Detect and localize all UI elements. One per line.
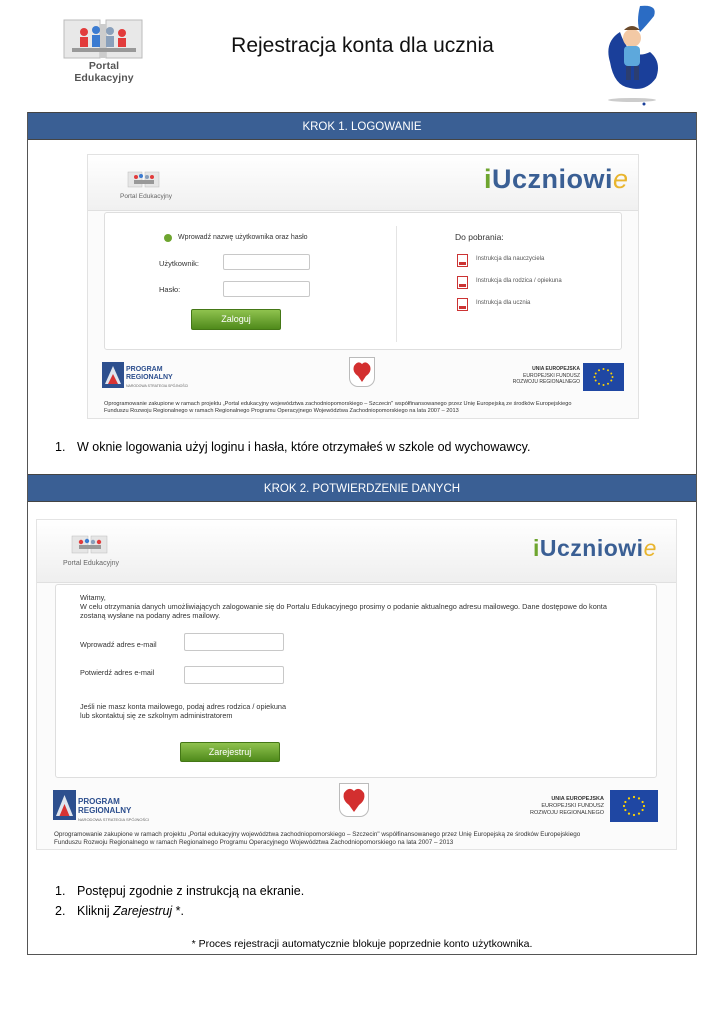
register-button[interactable]: Zarejestruj	[180, 742, 280, 762]
pdf-icon	[457, 276, 468, 289]
program-regional-icon	[53, 790, 76, 820]
email-input[interactable]	[184, 633, 284, 651]
download-link-teacher[interactable]: Instrukcja dla nauczyciela	[476, 256, 545, 262]
portal-logo-icon	[58, 18, 150, 62]
no-email-line2: lub skontaktuj się ze szkolnym administratorem	[80, 711, 233, 720]
brand-mid: Uczniowi	[539, 535, 644, 561]
page-title: Rejestracja konta dla ucznia	[231, 34, 494, 57]
brand-i: i	[484, 164, 493, 194]
eu-text	[522, 796, 604, 817]
login-button[interactable]: Zaloguj	[191, 309, 281, 330]
small-portal-logo-text: Portal Edukacyjny	[62, 560, 120, 567]
footer-line1: Oprogramowanie zakupione w ramach projektu „Portal edukacyjny województwa zachodniopomorskiego – Szczecin" współfinansowanego przez Unię Europejską ze środków Europejskiego	[104, 401, 572, 407]
intro-line1: W celu otrzymania danych umożliwiających zalogowanie się do Portalu Edukacyjnego prosimy o podanie aktualnego adresu mailowego. Dane dostępowe do konta	[80, 602, 607, 611]
pdf-icon	[457, 254, 468, 267]
info-dot-icon	[164, 234, 172, 242]
confirm-email-label: Potwierdź adres e-mail	[80, 668, 155, 677]
eu-text	[502, 366, 580, 386]
iuczniowie-brand	[484, 164, 629, 195]
password-label: Hasło:	[159, 285, 181, 294]
eu-line1: EUROPEJSKI FUNDUSZ	[523, 372, 580, 379]
panel-divider	[396, 226, 397, 342]
login-prompt: Wprowadź nazwę użytkownika oraz hasło	[178, 234, 308, 241]
brand-e: e	[613, 164, 629, 194]
download-link-student[interactable]: Instrukcja dla ucznia	[476, 300, 531, 306]
confirm-email-input[interactable]	[184, 666, 284, 684]
footer-line1: Oprogramowanie zakupione w ramach projektu „Portal edukacyjny województwa zachodniopomorskiego – Szczecin" współfinansowanego przez Unię Europejską ze środków Europejskiego	[54, 831, 581, 838]
step2-instruction-2	[77, 904, 184, 918]
screenshot2-footer	[54, 831, 662, 847]
username-input[interactable]	[223, 254, 310, 270]
username-label: Użytkownik:	[159, 259, 200, 268]
eu-line1: EUROPEJSKI FUNDUSZ	[541, 803, 604, 809]
brand-mid: Uczniowi	[492, 164, 614, 194]
download-link-parent[interactable]: Instrukcja dla rodzica / opiekuna	[476, 278, 562, 284]
step1-band: KROK 1. LOGOWANIE	[28, 112, 696, 140]
program-tag: NARODOWA STRATEGIA SPÓJNOŚCI	[126, 384, 189, 388]
intro-line2: zostaną wysłane na podany adres mailowy.	[80, 611, 221, 620]
program-sub: REGIONALNY	[126, 374, 173, 381]
step2-band: KROK 2. POTWIERDZENIE DANYCH	[28, 474, 696, 502]
small-portal-logo-text: Portal Edukacyjny	[119, 193, 173, 200]
eu-line2: ROZWOJU REGIONALNEGO	[512, 379, 580, 385]
program-sub: REGIONALNY	[78, 806, 132, 815]
step2-instruction-number-1: 1.	[55, 884, 66, 898]
program-title: PROGRAM	[126, 366, 163, 373]
no-email-line1: Jeśli nie masz konta mailowego, podaj adres rodzica / opiekuna	[80, 702, 287, 711]
crest-icon	[339, 783, 369, 817]
eu-flag-icon	[610, 790, 658, 822]
footer-line2: Funduszu Rozwoju Regionalnego w ramach Regionalnego Programu Operacyjnego Województwa Zachodniopomorskiego na lata 2007 – 2013	[104, 408, 459, 414]
instruction-emphasis: Zarejestruj	[113, 904, 173, 918]
brand-i: i	[533, 535, 540, 561]
small-portal-logo-icon	[126, 171, 162, 191]
instruction-pre: Kliknij	[77, 904, 114, 918]
screenshot1-footer	[104, 401, 624, 415]
instruction-post: *.	[172, 904, 184, 918]
password-input[interactable]	[223, 281, 310, 297]
eu-title: UNIA EUROPEJSKA	[532, 366, 580, 372]
step1-instruction: W oknie logowania użyj loginu i hasła, które otrzymałeś w szkole od wychowawcy.	[77, 440, 531, 454]
program-title: PROGRAM	[78, 797, 120, 806]
portal-logo	[58, 18, 150, 84]
downloads-title: Do pobrania:	[455, 232, 504, 242]
program-tag: NARODOWA STRATEGIA SPÓJNOŚCI	[78, 817, 150, 822]
crest-icon	[349, 357, 375, 387]
register-intro	[80, 593, 650, 620]
program-regional-text	[126, 366, 188, 390]
no-email-note	[80, 702, 286, 720]
step2-instruction-number-2: 2.	[55, 904, 66, 918]
step1-instruction-number: 1.	[55, 440, 66, 454]
portal-logo-text: Portal Edukacyjny	[74, 60, 134, 84]
pdf-icon	[457, 298, 468, 311]
footnote: * Proces rejestracji automatycznie blokuje poprzednie konto użytkownika.	[191, 938, 533, 950]
iuczniowie-brand	[533, 535, 657, 562]
program-regional-text	[78, 797, 149, 824]
program-regional-icon	[102, 362, 124, 388]
step2-instruction-1: Postępuj zgodnie z instrukcją na ekranie.	[77, 884, 305, 898]
eu-line2: ROZWOJU REGIONALNEGO	[530, 810, 604, 816]
eu-title: UNIA EUROPEJSKA	[551, 796, 604, 802]
greeting: Witamy,	[80, 593, 106, 602]
email-label: Wprowadź adres e-mail	[80, 640, 157, 649]
brand-e: e	[643, 535, 657, 561]
eu-flag-icon	[583, 363, 624, 391]
footer-line2: Funduszu Rozwoju Regionalnego w ramach Regionalnego Programu Operacyjnego Województwa Zachodniopomorskiego na lata 2007 – 2013	[54, 839, 454, 846]
mascot-icon	[600, 2, 666, 106]
small-portal-logo-icon	[70, 535, 110, 557]
